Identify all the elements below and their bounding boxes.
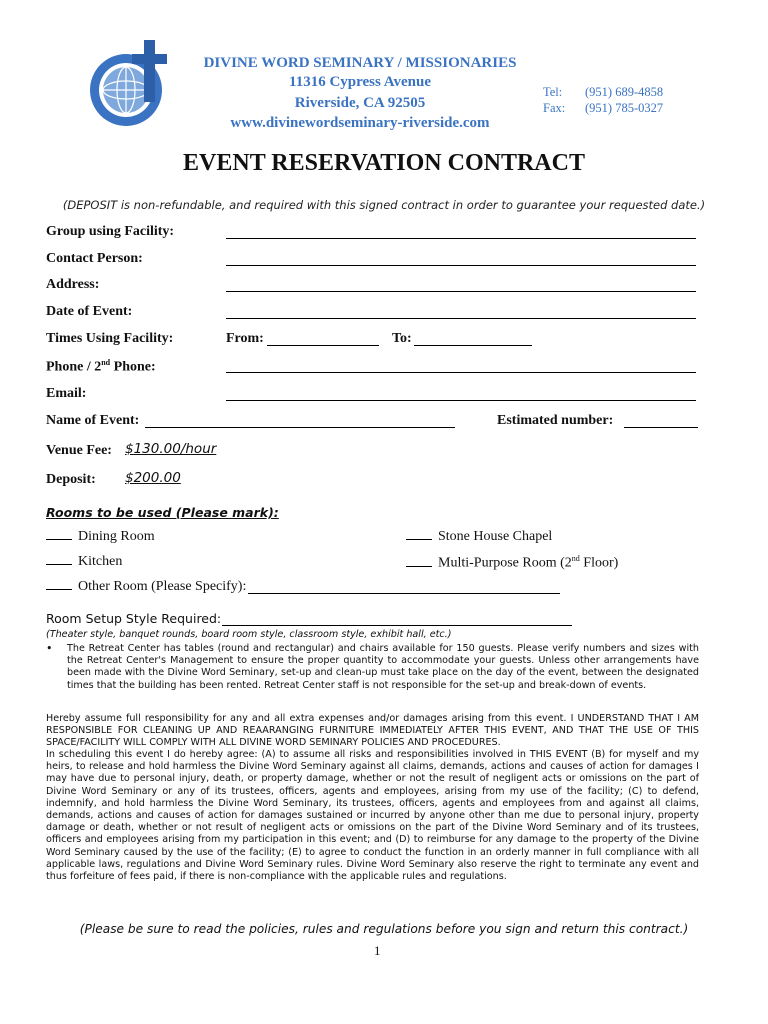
email-label: Email: <box>46 386 87 401</box>
from-label: From: <box>226 331 264 346</box>
phone-field[interactable] <box>226 372 696 373</box>
org-name: DIVINE WORD SEMINARY / MISSIONARIES <box>203 55 517 71</box>
setup-label: Room Setup Style Required: <box>46 611 222 626</box>
checkbox-blank[interactable] <box>406 538 432 540</box>
contact-label: Contact Person: <box>46 251 143 266</box>
room-chapel[interactable]: Stone House Chapel <box>406 529 552 545</box>
contact-field[interactable] <box>226 265 696 266</box>
room-kitchen[interactable]: Kitchen <box>46 554 122 570</box>
checkbox-blank[interactable] <box>46 588 72 590</box>
setup-field[interactable] <box>222 625 572 626</box>
times-label: Times Using Facility: <box>46 331 174 346</box>
venue-fee-label: Venue Fee: <box>46 443 112 458</box>
fax-label: Fax: <box>543 101 566 115</box>
org-city: Riverside, CA 92505 <box>294 95 426 111</box>
tables-note: The Retreat Center has tables (round and rectangular) and chairs available for 150 guests. Please verify numbers and sizes with the Retreat Center's Management to ensure the proper quantity to accommodate your guests. Unless other arrangements have been made with the Divine Word Seminary, set-up and clean-up must take place on the day of the event, between the designated times that the building has been rented. Retreat Center staff is not responsible for the set-up and break-down of events. <box>67 643 699 691</box>
checkbox-blank[interactable] <box>406 565 432 567</box>
fax-value: (951) 785-0327 <box>585 101 664 115</box>
release-terms: In scheduling this event I do hereby agree: (A) to assume all risks and responsibilities involved in THIS EVENT (B) for myself and my heirs, to release and hold harmless the Divine Word Seminary against all claims, demands, actions and causes of action for damages I may have due to personal injury, death, or property damage, whether or not the result of negligent acts or omissions on the part of Divine Word Seminary or any of its trustees, officers, agents and employees, arising from my use of the facility; (C) to defend, indemnify, and hold harmless the Divine Word Seminary, its trustees, officers, agents and employees from and against all claims, demands, actions and causes of action for damages sustained or incurred by anyone other than me due to personal injury, property damage or death, whether or not result of negligent acts or omissions on the part of the Divine Word Seminary and of its trustees, officers and employees arising from my participation in this event; and (D) to reimburse for any damage to the property of the Divine Word Seminary caused by the use of the facility; (E) to agree to conduct the function in an orderly manner in full compliance with all applicable laws, regulations and Divine Word Seminary rules. Divine Word Seminary also reserve the right to terminate any event and thus forfeiture of fees paid, if there is non-compliance with the applicable rules and regulations. <box>46 749 699 883</box>
phone-label: Phone / 2nd Phone: <box>46 358 156 375</box>
event-name-field[interactable] <box>145 427 455 428</box>
event-name-label: Name of Event: <box>46 413 140 428</box>
venue-fee-value: $130.00/hour <box>125 441 217 457</box>
estimated-label: Estimated number: <box>497 413 614 428</box>
to-label: To: <box>392 331 412 346</box>
room-other[interactable]: Other Room (Please Specify): <box>46 579 246 595</box>
estimated-field[interactable] <box>624 427 698 428</box>
group-field[interactable] <box>226 238 696 239</box>
room-dining[interactable]: Dining Room <box>46 529 155 545</box>
from-field[interactable] <box>267 345 379 346</box>
deposit-label: Deposit: <box>46 472 96 487</box>
liability-statement: Hereby assume full responsibility for any and all extra expenses and/or damages arising from this event. I UNDERSTAND THAT I AM RESPONSIBLE FOR CLEANING UP AND REAARANGING FURNITURE IMMEDIATELY AFTER THIS EVENT, AND THAT THE USE OF THIS SPACE/FACILITY WILL COMPLY WITH ALL DIVINE WORD SEMINARY POLICIES AND PROCEDURES. <box>46 713 699 749</box>
checkbox-blank[interactable] <box>46 538 72 540</box>
deposit-note: (DEPOSIT is non-refundable, and required with this signed contract in order to guarantee your requested date.) <box>62 198 706 212</box>
tel-label: Tel: <box>543 85 563 99</box>
to-field[interactable] <box>414 345 532 346</box>
footer-notice: (Please be sure to read the policies, rules and regulations before you sign and return this contract.) <box>79 922 689 936</box>
tel-value: (951) 689-4858 <box>585 85 664 99</box>
setup-hint: (Theater style, banquet rounds, board room style, classroom style, exhibit hall, etc.) <box>46 629 452 640</box>
other-room-field[interactable] <box>248 593 560 594</box>
deposit-value: $200.00 <box>125 470 181 486</box>
email-field[interactable] <box>226 400 696 401</box>
org-website[interactable]: www.divinewordseminary-riverside.com <box>230 115 490 131</box>
date-label: Date of Event: <box>46 304 133 319</box>
page-title: EVENT RESERVATION CONTRACT <box>183 150 585 176</box>
bullet-icon: • <box>46 642 53 655</box>
group-label: Group using Facility: <box>46 224 175 239</box>
address-field[interactable] <box>226 291 696 292</box>
date-field[interactable] <box>226 318 696 319</box>
seminary-logo-icon <box>88 38 174 128</box>
checkbox-blank[interactable] <box>46 563 72 565</box>
org-street: 11316 Cypress Avenue <box>289 74 431 90</box>
address-label: Address: <box>46 277 100 292</box>
page-number: 1 <box>374 943 381 958</box>
room-multipurpose[interactable]: Multi-Purpose Room (2nd Floor) <box>406 554 618 572</box>
rooms-heading: Rooms to be used (Please mark): <box>46 505 279 520</box>
